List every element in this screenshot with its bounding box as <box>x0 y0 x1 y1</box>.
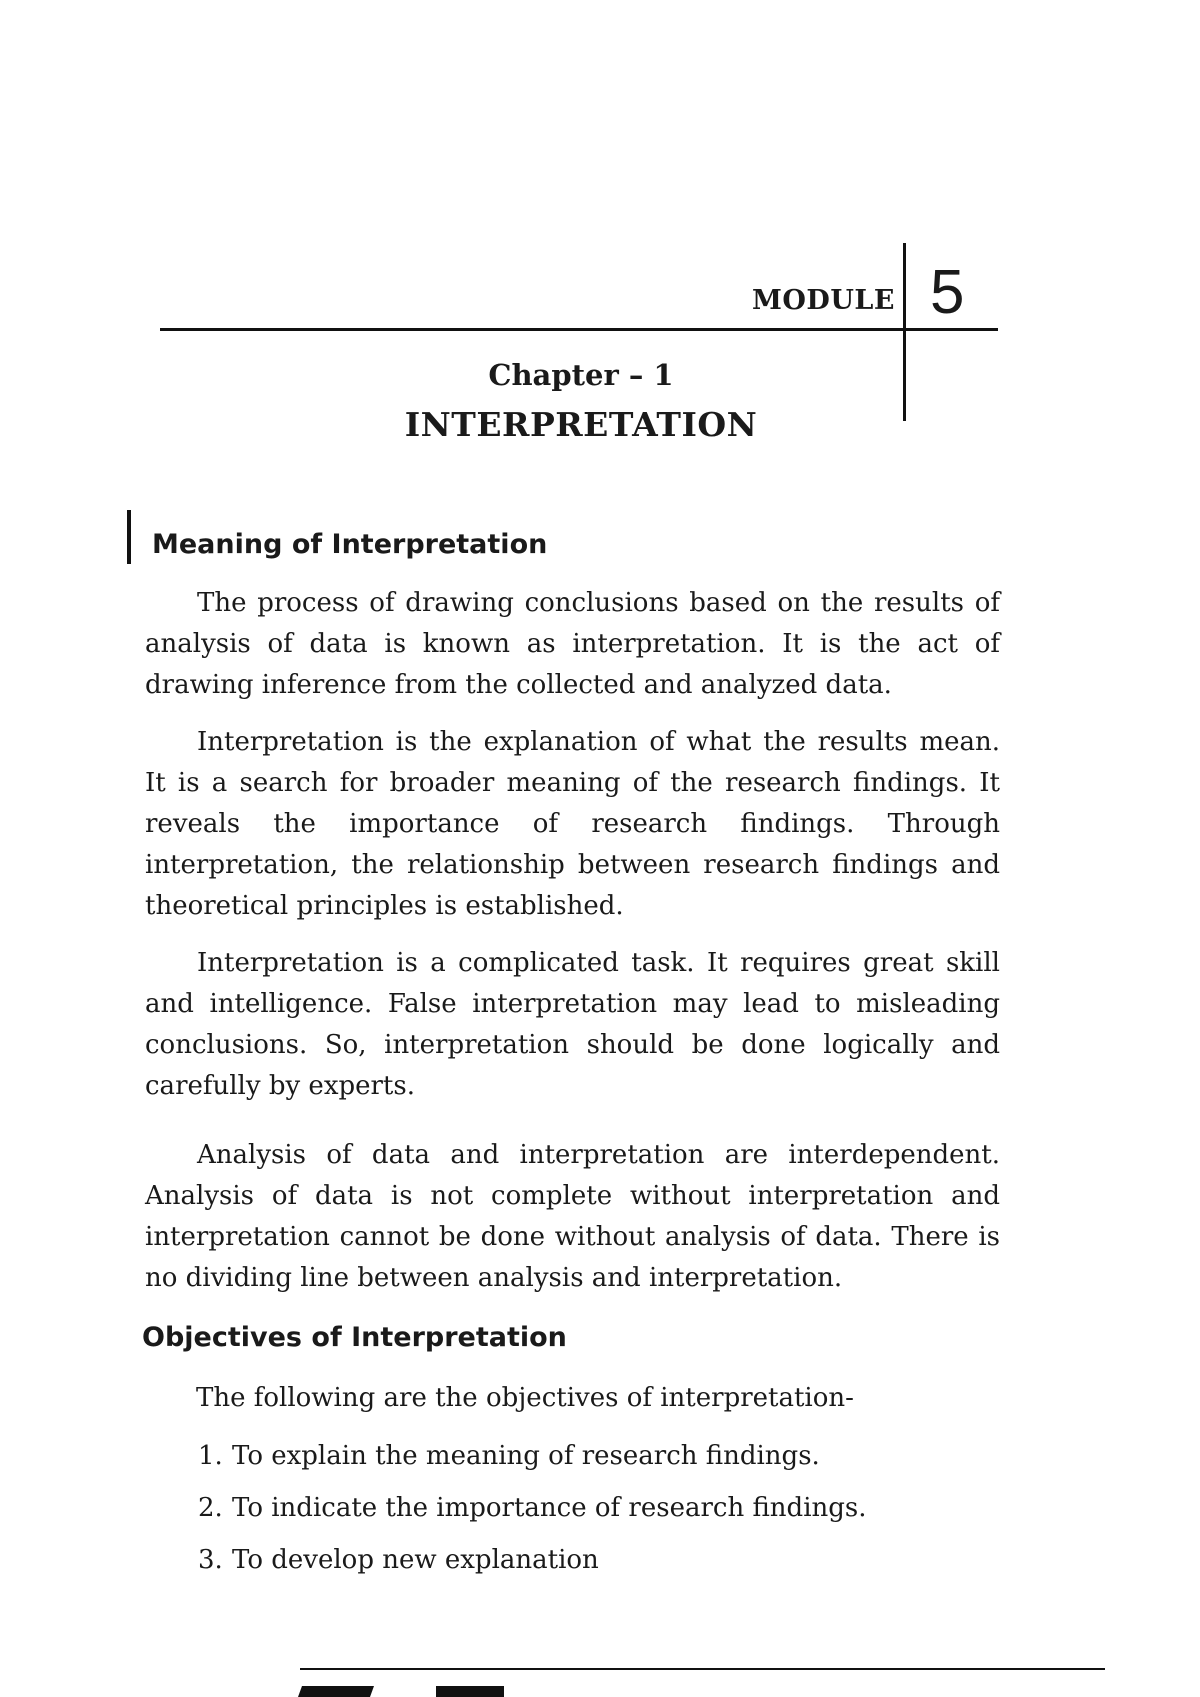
list-item-number: 3. <box>198 1545 223 1575</box>
list-item-text: To indicate the importance of research findings. <box>232 1493 867 1523</box>
list-item-text: To explain the meaning of research findings. <box>232 1441 820 1471</box>
paragraph: Interpretation is the explanation of what the results mean. It is a search for broader meaning of the research findings. It reveals the importance of research findings. Through interpretation, the relationship between research findings and theoretical principles is established. <box>145 727 1000 921</box>
section-marker-bar <box>127 510 131 564</box>
footer-mark <box>298 1686 374 1697</box>
paragraph: Interpretation is a complicated task. It requires great skill and intelligence. False interpretation may lead to misleading conclusions. So, interpretation should be done logically and carefully by experts. <box>145 948 1000 1101</box>
list-item-number: 1. <box>198 1441 223 1471</box>
list-item <box>198 1482 867 1534</box>
paragraph: Analysis of data and interpretation are interdependent. Analysis of data is not complete without interpretation and interpretation cannot be done without analysis of data. There is no dividing line between analysis and interpretation. <box>145 1140 1000 1293</box>
list-item-text: To develop new explanation <box>232 1545 599 1575</box>
list-item <box>198 1534 867 1586</box>
chapter-label: Chapter – 1 <box>488 358 674 392</box>
chapter-title: INTERPRETATION <box>404 405 758 444</box>
objectives-intro: The following are the objectives of interpretation- <box>196 1383 854 1413</box>
list-item <box>198 1430 867 1482</box>
module-number: 5 <box>930 258 965 327</box>
section-heading-objectives: Objectives of Interpretation <box>142 1322 567 1353</box>
list-item-number: 2. <box>198 1493 223 1523</box>
module-label: MODULE <box>752 285 895 316</box>
paragraph: The process of drawing conclusions based on the results of analysis of data is known as interpretation. It is the act of drawing inference from the collected and analyzed data. <box>145 588 1000 700</box>
header-rule <box>160 328 998 331</box>
section-heading-meaning: Meaning of Interpretation <box>152 529 548 560</box>
objectives-list <box>198 1430 867 1586</box>
footer-rule <box>300 1668 1105 1670</box>
footer-mark <box>436 1686 504 1697</box>
module-divider-vertical <box>903 243 906 421</box>
